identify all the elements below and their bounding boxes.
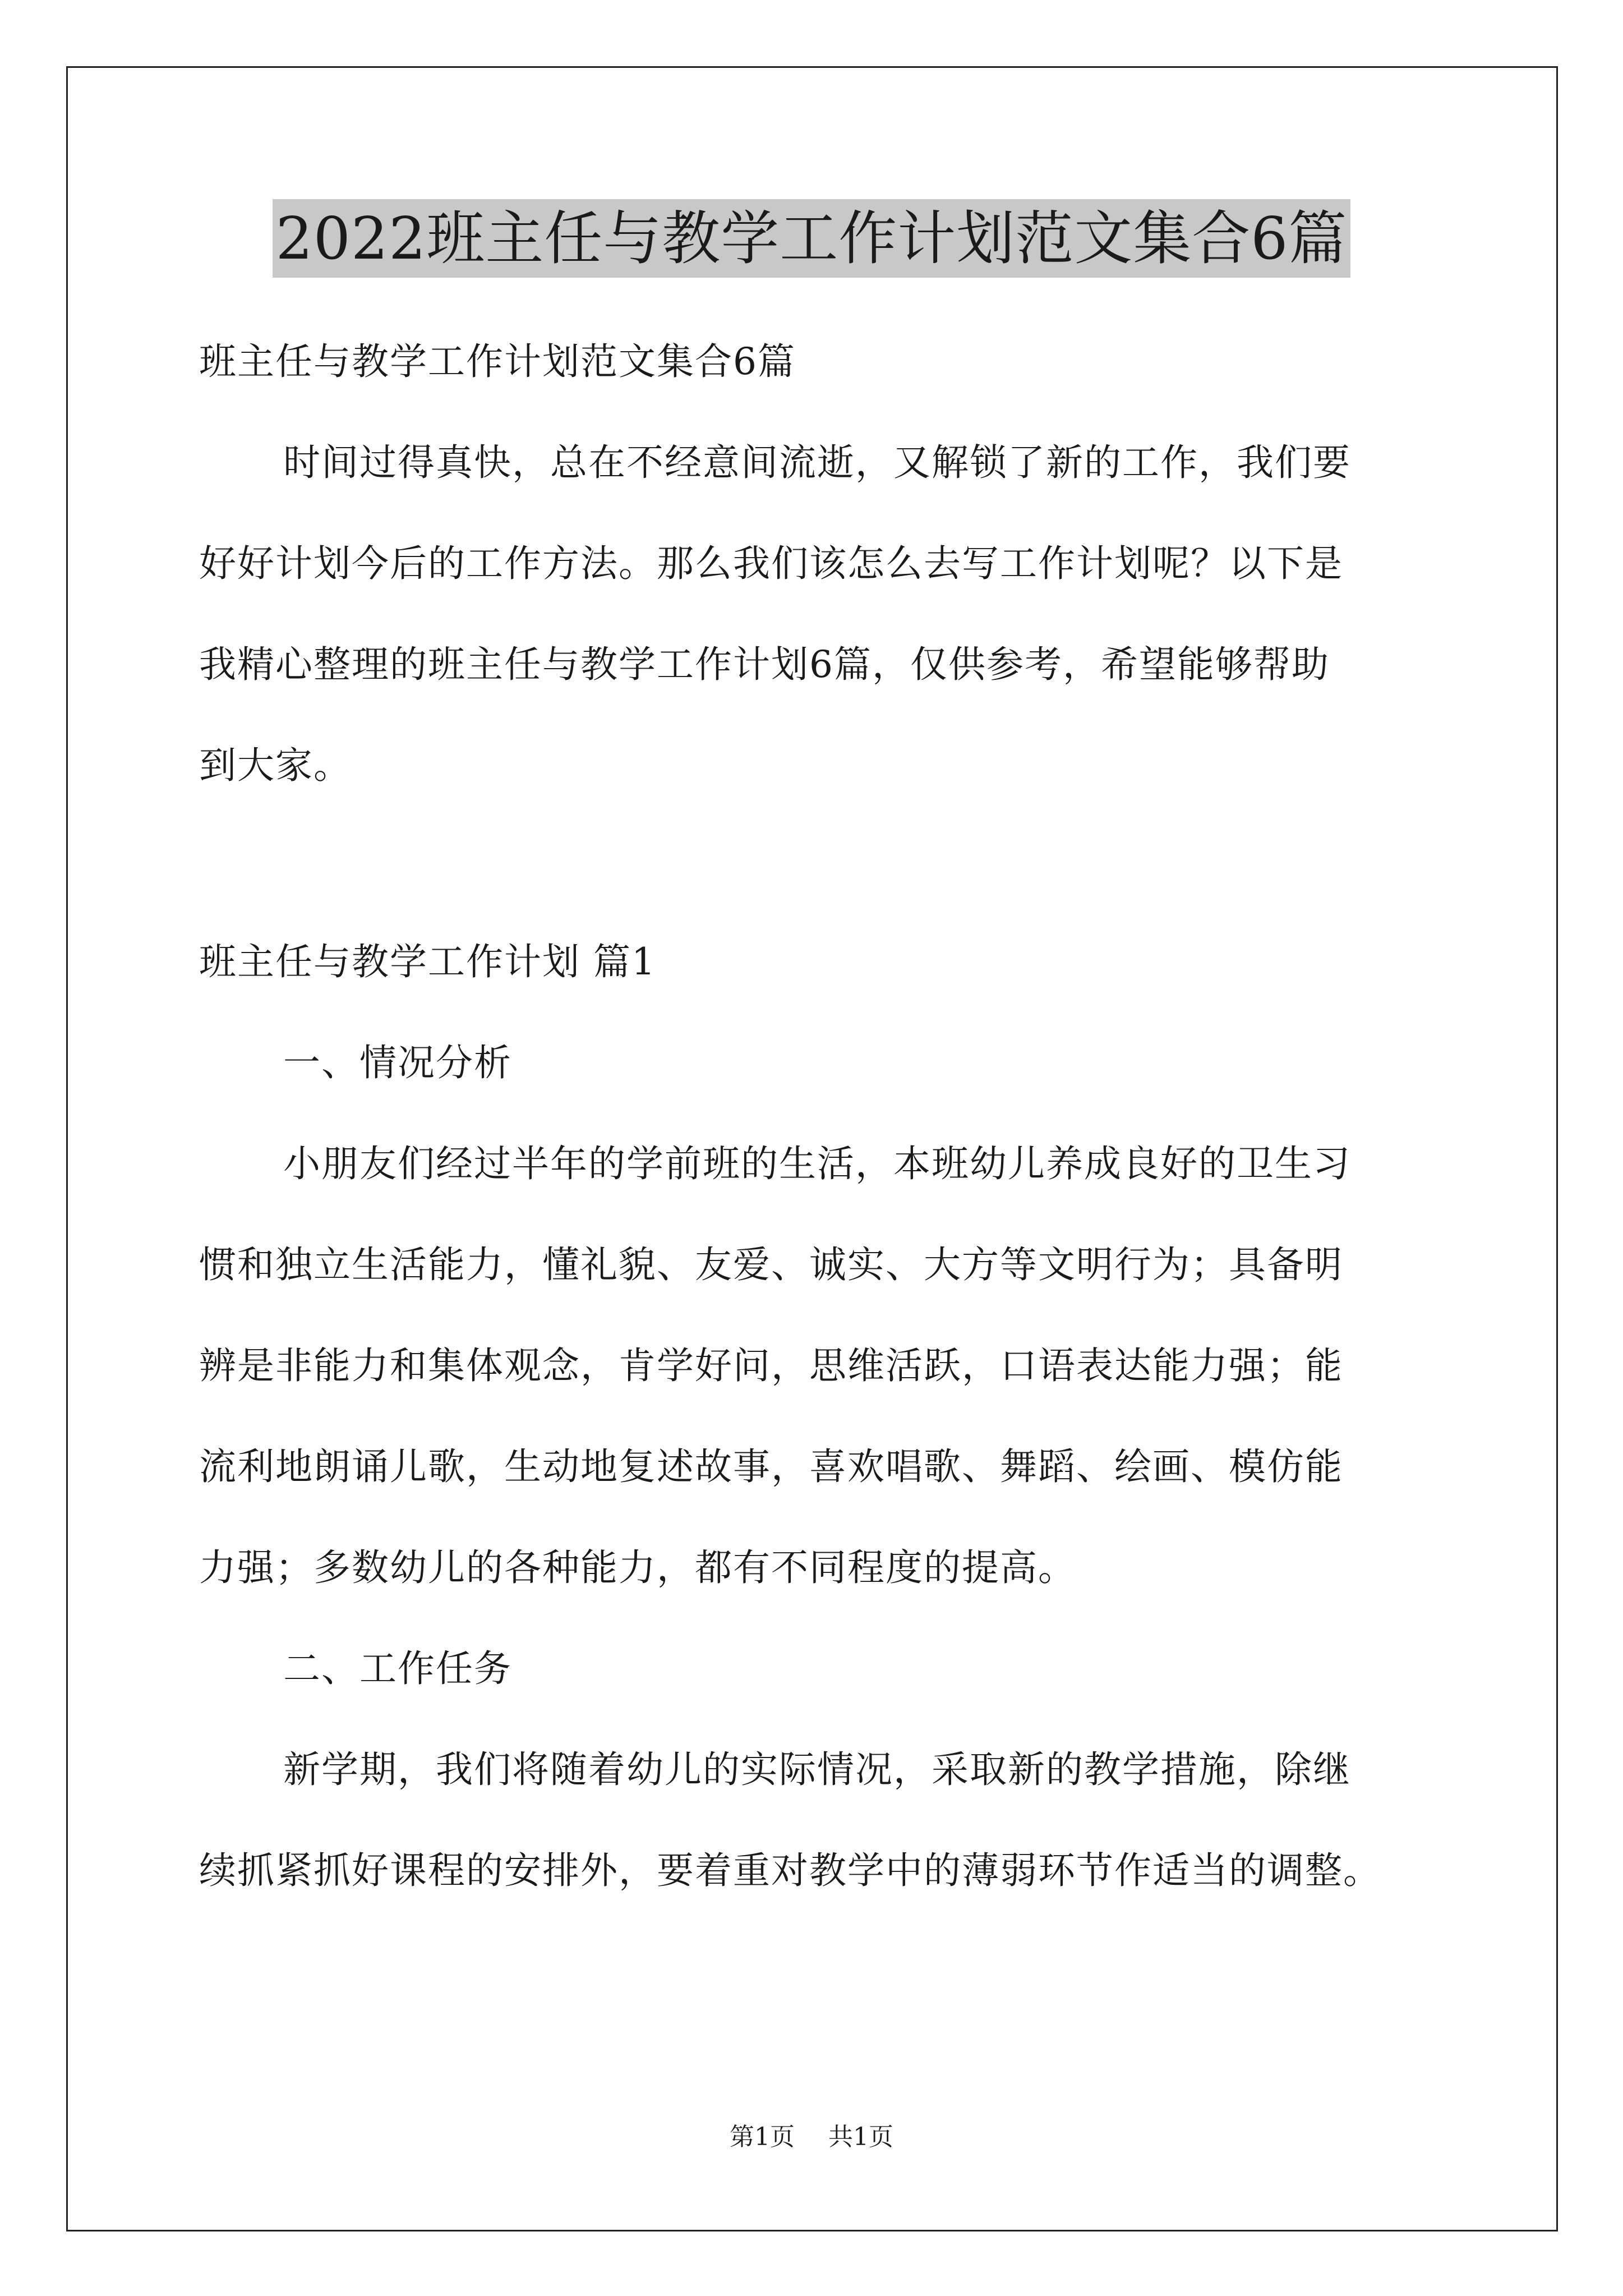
- paragraph-1-line-2: 惯和独立生活能力，懂礼貌、友爱、诚实、大方等文明行为；具备明: [199, 1243, 1343, 1286]
- paragraph-1-line-1: 小朋友们经过半年的学前班的生活，本班幼儿养成良好的卫生习: [283, 1142, 1351, 1185]
- title-container: [0, 199, 1623, 278]
- document-subtitle: 班主任与教学工作计划范文集合6篇: [199, 340, 796, 383]
- heading-situation-analysis: 一、情况分析: [283, 1041, 512, 1084]
- document-body: [199, 311, 1433, 1921]
- paragraph-1-line-3: 辨是非能力和集体观念，肯学好问，思维活跃，口语表达能力强；能: [199, 1344, 1343, 1387]
- total-pages-label: 共1页: [828, 2123, 893, 2151]
- document-title: 2022班主任与教学工作计划范文集合6篇: [273, 199, 1351, 278]
- paragraph-1-line-4: 流利地朗诵儿歌，生动地复述故事，喜欢唱歌、舞蹈、绘画、模仿能: [199, 1445, 1343, 1488]
- paragraph-2-line-2: 续抓紧抓好课程的安排外，要着重对教学中的薄弱环节作适当的调整。: [199, 1849, 1381, 1892]
- paragraph-1-line-5: 力强；多数幼儿的各种能力，都有不同程度的提高。: [199, 1546, 1076, 1589]
- page-footer: [0, 2120, 1623, 2154]
- page-number-label: 第1页: [730, 2123, 795, 2151]
- heading-work-tasks: 二、工作任务: [283, 1647, 512, 1690]
- intro-line-1: 时间过得真快，总在不经意间流逝，又解锁了新的工作，我们要: [283, 441, 1351, 484]
- section-gap: [199, 816, 1433, 912]
- paragraph-2-line-1: 新学期，我们将随着幼儿的实际情况，采取新的教学措施，除继: [283, 1748, 1351, 1791]
- intro-line-3: 我精心整理的班主任与教学工作计划6篇，仅供参考，希望能够帮助: [199, 643, 1330, 686]
- section-heading: 班主任与教学工作计划 篇1: [199, 940, 656, 983]
- intro-line-4: 到大家。: [199, 744, 352, 787]
- intro-line-2: 好好计划今后的工作方法。那么我们该怎么去写工作计划呢？以下是: [199, 542, 1343, 585]
